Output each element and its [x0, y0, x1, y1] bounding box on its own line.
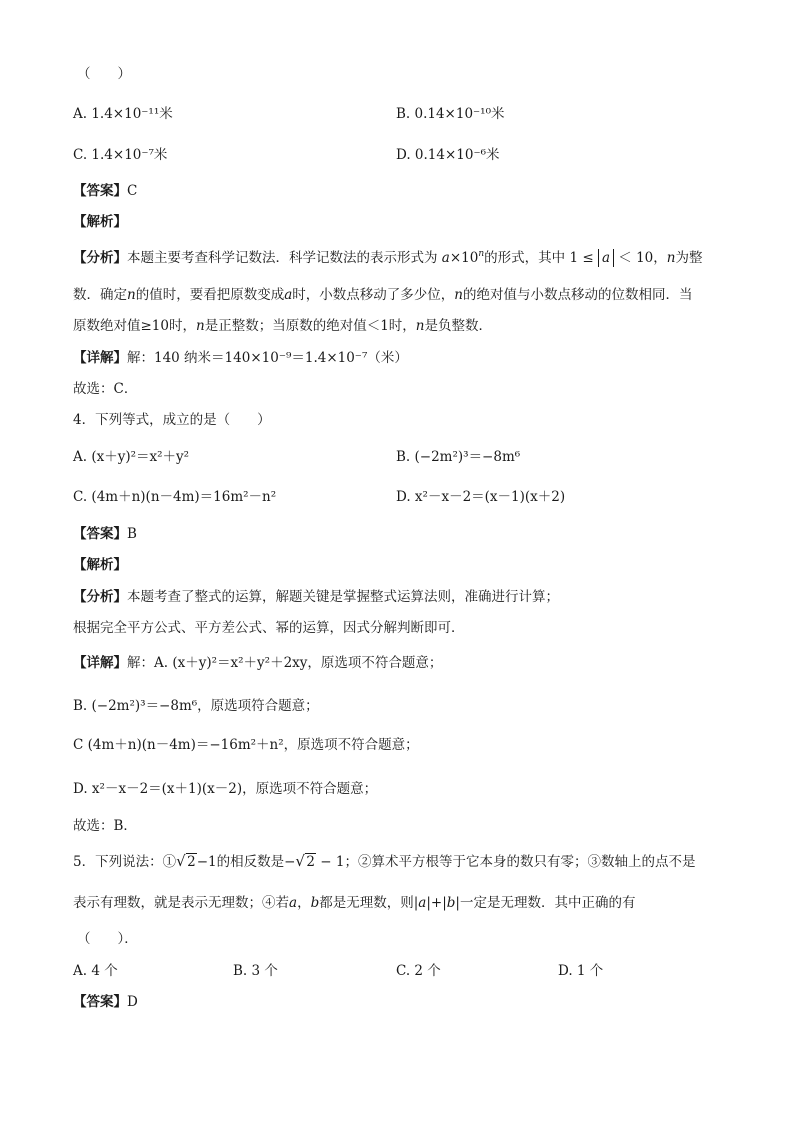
- q5-option-d: D. 1 个: [558, 963, 604, 979]
- answer-value: C: [127, 183, 138, 199]
- q4-option-c: C. (4m＋n)(n－4m)＝16m²－n²: [73, 489, 277, 505]
- q4-xiangjie-a: [73, 653, 442, 673]
- q5-option-a: A. 4 个: [73, 963, 118, 979]
- formula-range: 1 ≤ a ＜ 10: [569, 250, 654, 266]
- text: 解：140 纳米＝140×10⁻⁹＝1.4×10⁻⁷（米）: [127, 350, 408, 366]
- q4-xiangjie-d: D. x²－x－2＝(x＋1)(x－2)，原选项不符合题意；: [73, 781, 378, 797]
- q3-stem-tail: （ ）: [77, 66, 131, 82]
- q4-fenxi-line-2: 根据完全平方公式、平方差公式、幂的运算，因式分解判断即可．: [73, 620, 465, 636]
- text: 本题考查了整式的运算，解题关键是掌握整式运算法则，准确进行计算；: [127, 589, 559, 605]
- q4-xiangjie-c: C (4m＋n)(n－4m)＝−16m²＋n²，原选项不符合题意；: [73, 737, 419, 753]
- text: 一定是无理数．其中正确的有: [459, 895, 636, 911]
- text: 的形式，其中: [484, 250, 566, 266]
- answer-tag: 【答案】: [73, 183, 127, 199]
- text: 5．下列说法：①: [73, 854, 177, 870]
- q3-option-c: C. 1.4×10⁻⁷米: [73, 147, 168, 163]
- q5-stem-line-2: 表示有理数，就是表示无理数；④若a，b都是无理数，则|a|+|b|一定是无理数．其中正确的有: [73, 895, 636, 911]
- answer-value: D: [127, 994, 138, 1010]
- text: 本题主要考查科学记数法．科学记数法的表示形式为: [127, 250, 438, 266]
- q3-fenxi-line-1: 【分析】本题主要考查科学记数法．科学记数法的表示形式为 $a\times 10^n$的形式，其中 1 ≤ a ＜ 10，n为整: [73, 249, 703, 266]
- q4-option-d: D. x²－x－2＝(x－1)(x＋2): [396, 489, 566, 505]
- text: 原数绝对值≥10时，: [73, 318, 196, 334]
- q4-answer-line: [73, 524, 137, 544]
- q3-answer-line: [73, 181, 137, 201]
- formula-a-times-10n: $a\times 10^n$: [441, 249, 485, 266]
- text: 表示有理数，就是表示无理数；④若: [73, 895, 289, 911]
- text: 是正整数；当原数的绝对值＜1时，: [204, 318, 416, 334]
- formula-abs-sum: |a|+|b|: [413, 895, 460, 911]
- answer-tag: 【答案】: [73, 994, 127, 1010]
- q5-option-c: C. 2 个: [396, 963, 441, 979]
- xiangjie-tag: 【详解】: [73, 655, 127, 671]
- q4-option-b: B. (−2m²)³＝−8m⁶: [396, 449, 521, 465]
- text: 的绝对值与小数点移动的位数相同．当: [462, 287, 693, 303]
- xiangjie-tag: 【详解】: [73, 350, 127, 366]
- answer-value: B: [127, 526, 137, 542]
- q4-choose: 故选：B．: [73, 818, 137, 834]
- q3-analysis-tag: 【解析】: [73, 214, 127, 230]
- q3-option-a: A. 1.4×10⁻¹¹米: [73, 106, 173, 122]
- q4-xiangjie-b: B. (−2m²)³＝−8m⁶，原选项符合题意；: [73, 698, 319, 714]
- q3-option-b: B. 0.14×10⁻¹⁰米: [396, 106, 505, 122]
- q4-fenxi-line-1: [73, 587, 559, 607]
- text: 数．确定: [73, 287, 127, 303]
- fenxi-tag: 【分析】: [73, 250, 127, 266]
- formula-sqrt2-minus-1: √ 2−1: [176, 854, 217, 870]
- text: 都是无理数，则: [319, 895, 414, 911]
- q5-option-b: B. 3 个: [233, 963, 278, 979]
- fenxi-tag: 【分析】: [73, 589, 127, 605]
- q5-stem-line-1: [73, 852, 695, 872]
- text: 时，小数点移动了多少位，: [292, 287, 455, 303]
- q5-stem-line-3: （ ）．: [77, 931, 138, 947]
- text: 是负整数．: [424, 318, 492, 334]
- q3-choose: 故选：C．: [73, 381, 138, 397]
- text: ，: [297, 895, 311, 911]
- formula-neg-sqrt2-minus-1: −√ 2 − 1: [284, 854, 344, 870]
- q4-analysis-tag: 【解析】: [73, 557, 127, 573]
- q3-xiangjie-line: [73, 348, 408, 368]
- text: 的值时，要看把原数变成: [135, 287, 285, 303]
- text: ；②算术平方根等于它本身的数只有零；③数轴上的点不是: [344, 854, 696, 870]
- answer-tag: 【答案】: [73, 526, 127, 542]
- text: 的相反数是: [216, 854, 285, 870]
- q4-option-a: A. (x＋y)²＝x²＋y²: [73, 449, 190, 465]
- q3-fenxi-line-2: 数．确定n的值时，要看把原数变成a时，小数点移动了多少位，n的绝对值与小数点移动的位数相同．当: [73, 287, 693, 303]
- text: 解：A. (x＋y)²＝x²＋y²＋2xy，原选项不符合题意；: [127, 655, 443, 671]
- q3-option-d: D. 0.14×10⁻⁶米: [396, 147, 500, 163]
- q5-answer-line: [73, 992, 138, 1012]
- q3-fenxi-line-3: 原数绝对值≥10时，n是正整数；当原数的绝对值＜1时，n是负整数．: [73, 318, 492, 334]
- text: 为整: [675, 250, 703, 266]
- q4-stem: 4．下列等式，成立的是（ ）: [73, 412, 271, 428]
